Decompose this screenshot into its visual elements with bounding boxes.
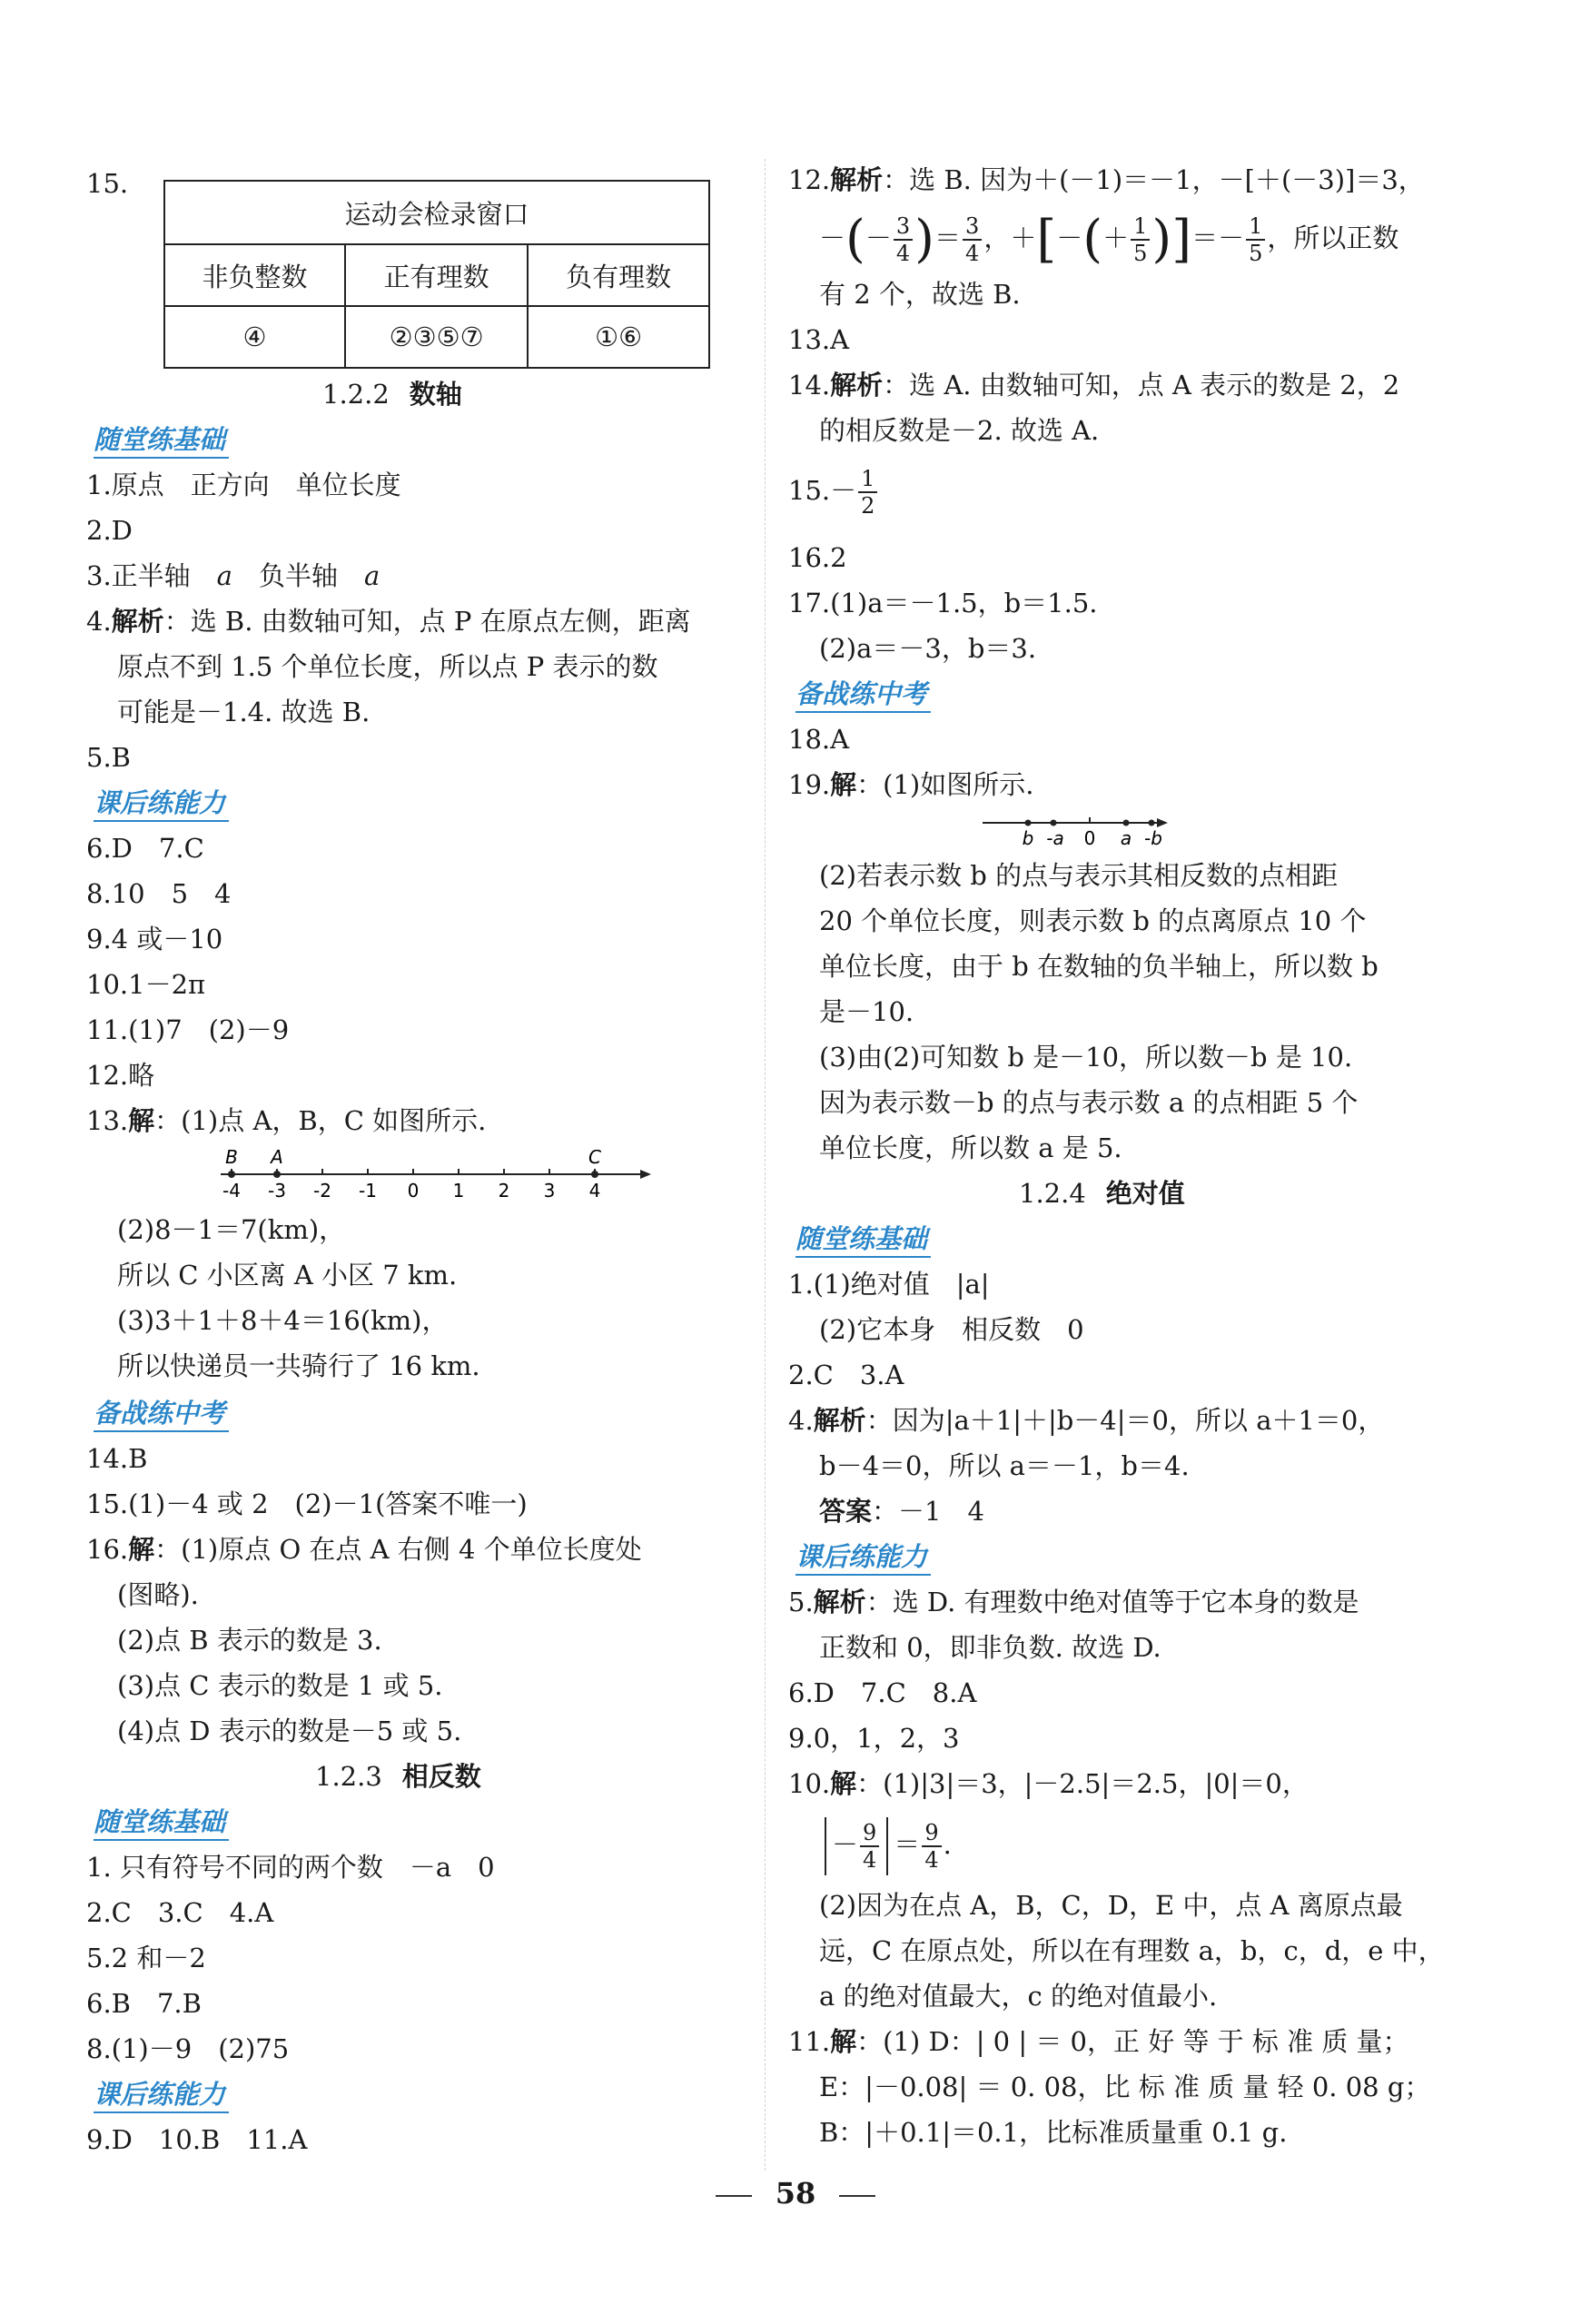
section-title-1-2-4 xyxy=(1019,1177,1185,1210)
table-title: 运动会检录窗口 xyxy=(164,181,709,244)
answer-line: 9.D 10.B 11.A xyxy=(86,2124,308,2155)
number-line-1 xyxy=(221,1150,657,1206)
answer-line xyxy=(86,1533,642,1566)
text: 3.正半轴 xyxy=(86,560,217,591)
answer-line: 5.B xyxy=(86,742,131,773)
answer-line: 8.10 5 4 xyxy=(86,878,232,909)
answer-line: (2)点 B 表示的数是 3. xyxy=(117,1625,382,1656)
text: ：选 D. 有理数中绝对值等于它本身的数是 xyxy=(865,1587,1359,1617)
tag: 解析 xyxy=(813,1405,866,1436)
tick-label: -2 xyxy=(313,1180,331,1202)
answer-line: 2.D xyxy=(86,515,133,546)
page-dash-left xyxy=(716,2195,752,2197)
var: a xyxy=(216,560,232,591)
answer-line: 远，C 在原点处，所以在有理数 a，b，c，d，e 中， xyxy=(819,1935,1445,1966)
num: 12. xyxy=(788,164,831,195)
text: ：选 B. 由数轴可知，点 P 在原点左侧，距离 xyxy=(163,606,691,637)
section-number: 1.2.3 xyxy=(315,1761,382,1792)
abs-bar xyxy=(825,1817,826,1875)
answer-line: 原点不到 1.5 个单位长度，所以点 P 表示的数 xyxy=(117,651,658,682)
heading-practice-exam: 备战练中考 xyxy=(796,677,931,713)
point-neg-a xyxy=(1051,820,1057,826)
fraction xyxy=(1246,213,1265,266)
fraction xyxy=(963,213,982,266)
denominator: 4 xyxy=(965,241,980,266)
answer-line xyxy=(819,1495,984,1528)
answer-line: 所以快递员一共骑行了 16 km. xyxy=(117,1350,480,1381)
tag: 解 xyxy=(830,1768,857,1799)
answer-line: (2)因为在点 A，B，C，D，E 中，点 A 离原点最 xyxy=(819,1890,1403,1921)
answer-line: 因为表示数－b 的点与表示数 a 的点相距 5 个 xyxy=(819,1087,1359,1118)
denominator: 4 xyxy=(895,241,911,266)
heading-practice-basic: 随堂练基础 xyxy=(94,423,229,459)
heading-practice-basic: 随堂练基础 xyxy=(94,1805,229,1841)
fraction xyxy=(894,213,913,266)
heading-practice-basic: 随堂练基础 xyxy=(796,1222,931,1258)
answer-line: 1. 只有符号不同的两个数 －a 0 xyxy=(86,1852,495,1883)
tick-label: 2 xyxy=(498,1180,510,1202)
text: ：(1)如图所示. xyxy=(856,769,1034,800)
tick-label: -3 xyxy=(268,1180,286,1202)
num: 14. xyxy=(788,370,831,401)
page-number-text: 58 xyxy=(775,2176,816,2210)
section-title-1-2-3 xyxy=(315,1760,481,1793)
heading-practice-ability: 课后练能力 xyxy=(94,2078,229,2113)
point-label: b xyxy=(1022,827,1034,849)
point-label: -a xyxy=(1046,827,1064,849)
denominator: 4 xyxy=(863,1847,877,1873)
numerator: 1 xyxy=(1246,213,1265,241)
q15-number: 15. xyxy=(86,168,129,199)
point-c xyxy=(591,1171,598,1178)
column-divider xyxy=(765,159,766,2171)
answer-line: 2.C 3.A xyxy=(788,1360,904,1390)
answer-line xyxy=(86,559,380,592)
num: 4. xyxy=(788,1405,814,1436)
tag: 解析 xyxy=(830,164,884,195)
tick-label: 4 xyxy=(588,1180,601,1202)
num: 5. xyxy=(788,1587,814,1617)
tick-label: 3 xyxy=(543,1180,556,1202)
text: ：因为|a＋1|＋|b－4|＝0，所以 a＋1＝0， xyxy=(865,1405,1385,1436)
point-label: -b xyxy=(1144,827,1162,849)
answer-line: 6.D 7.C 8.A xyxy=(788,1677,977,1708)
denominator: 5 xyxy=(1249,241,1263,266)
page-dash-right xyxy=(839,2195,875,2197)
text: ，所以正数 xyxy=(1267,223,1399,253)
numerator: 1 xyxy=(1131,213,1150,241)
tag: 解 xyxy=(128,1105,155,1136)
answer-line: (2)8－1＝7(km)， xyxy=(117,1214,346,1245)
answer-line: 11.(1)7 (2)－9 xyxy=(86,1014,290,1045)
section-name: 相反数 xyxy=(401,1761,481,1792)
var: a xyxy=(363,560,380,591)
answer-line xyxy=(788,369,1399,401)
text: ：－1 4 xyxy=(872,1496,984,1527)
answer-line: 是－10. xyxy=(819,996,914,1027)
answer-line: E：|－0.08| ＝ 0. 08，比 标 准 质 量 轻 0. 08 g； xyxy=(819,2072,1431,2102)
numerator: 3 xyxy=(963,213,982,241)
point-b xyxy=(228,1171,235,1178)
fraction xyxy=(858,466,877,519)
text: ：(1)原点 O 在点 A 右侧 4 个单位长度处 xyxy=(154,1534,642,1565)
fraction xyxy=(922,1820,941,1873)
answer-line: (2)a＝－3，b＝3. xyxy=(819,633,1037,664)
section-number: 1.2.4 xyxy=(1019,1178,1086,1209)
num: 16. xyxy=(86,1534,129,1565)
answer-line: 有 2 个，故选 B. xyxy=(819,279,1021,310)
answer-line xyxy=(788,2025,1409,2058)
table-cell: ④ xyxy=(164,306,345,368)
tag: 解 xyxy=(128,1534,155,1565)
tag: 答案 xyxy=(819,1496,873,1527)
answer-line: 所以 C 小区离 A 小区 7 km. xyxy=(117,1260,458,1291)
answer-line: 1.原点 正方向 单位长度 xyxy=(86,470,401,500)
answer-line xyxy=(788,163,1425,196)
answer-line: 12.略 xyxy=(86,1060,155,1091)
tick-label: 0 xyxy=(407,1180,420,1202)
answer-line: 14.B xyxy=(86,1443,148,1474)
checkin-table xyxy=(163,180,710,369)
numerator: 1 xyxy=(858,466,877,493)
axis-arrow xyxy=(640,1170,651,1179)
tag: 解 xyxy=(830,769,857,800)
answer-line: 16.2 xyxy=(788,542,847,573)
answer-line: (2)它本身 相反数 0 xyxy=(819,1314,1084,1345)
denominator: 4 xyxy=(924,1847,939,1873)
table-header: 负有理数 xyxy=(528,244,709,306)
answer-line: (3)3＋1＋8＋4＝16(km)， xyxy=(117,1305,449,1336)
num: 10. xyxy=(788,1768,831,1799)
text: 负半轴 xyxy=(232,560,364,591)
text: ：(1)|3|＝3，|－2.5|＝2.5，|0|＝0， xyxy=(856,1768,1309,1799)
section-number: 1.2.2 xyxy=(322,379,390,410)
answer-line: 单位长度，所以数 a 是 5. xyxy=(819,1132,1122,1163)
num: 11. xyxy=(788,2026,831,2057)
text: ：(1) D：| 0 | ＝ 0，正 好 等 于 标 准 质 量； xyxy=(856,2026,1409,2057)
tag: 解析 xyxy=(813,1587,866,1617)
point-label: a xyxy=(1120,827,1132,849)
text: ：选 B. 因为＋(－1)＝－1，－[＋(－3)]＝3， xyxy=(883,164,1425,195)
answer-line: 13.A xyxy=(788,324,850,355)
tick-label: -4 xyxy=(222,1180,241,1202)
tick-label: -1 xyxy=(359,1180,377,1202)
answer-line xyxy=(788,1586,1359,1618)
numerator: 9 xyxy=(860,1820,879,1847)
heading-practice-ability: 课后练能力 xyxy=(94,786,229,822)
num: 19. xyxy=(788,769,831,800)
section-name: 绝对值 xyxy=(1105,1178,1185,1209)
answer-line: a 的绝对值最大，c 的绝对值最小. xyxy=(819,1981,1218,2012)
table-header: 非负整数 xyxy=(164,244,345,306)
answer-line-abs-fraction: － $\frac{9}{4}$ ＝ $\frac{9}{4}$ . xyxy=(819,1813,952,1876)
table-cell: ②③⑤⑦ xyxy=(345,306,528,368)
table-header: 正有理数 xyxy=(345,244,528,306)
answer-line: 5.2 和－2 xyxy=(86,1943,206,1973)
answer-line: 9.4 或－10 xyxy=(86,924,223,954)
answer-line xyxy=(788,461,879,519)
point-neg-b xyxy=(1149,820,1155,826)
answer-line: 9.0，1，2，3 xyxy=(788,1723,960,1754)
table-cell: ①⑥ xyxy=(528,306,709,368)
answer-line: 的相反数是－2. 故选 A. xyxy=(819,415,1100,446)
answer-line: 18.A xyxy=(788,724,850,755)
fraction xyxy=(860,1820,879,1873)
answer-line: (3)由(2)可知数 b 是－10，所以数－b 是 10. xyxy=(819,1042,1353,1073)
answer-line: 15.(1)－4 或 2 (2)－1(答案不唯一) xyxy=(86,1488,528,1519)
numerator: 3 xyxy=(894,213,913,241)
answer-line: 17.(1)a＝－1.5，b＝1.5. xyxy=(788,588,1098,618)
answer-line: 单位长度，由于 b 在数轴的负半轴上，所以数 b xyxy=(819,951,1379,982)
tag: 解析 xyxy=(830,370,884,401)
answer-line: (4)点 D 表示的数是－5 或 5. xyxy=(117,1716,462,1746)
point-a xyxy=(273,1171,281,1178)
tag: 解 xyxy=(830,2026,857,2057)
answer-line xyxy=(788,1767,1309,1800)
answer-line: 1.(1)绝对值 |a| xyxy=(788,1269,990,1300)
answer-line: (3)点 C 表示的数是 1 或 5. xyxy=(117,1670,443,1701)
answer-line: B：|＋0.1|＝0.1，比标准质量重 0.1 g. xyxy=(819,2117,1288,2148)
answer-line xyxy=(86,1104,486,1137)
point-b xyxy=(1025,820,1032,826)
text: ：(1)点 A，B，C 如图所示. xyxy=(154,1105,487,1136)
point-a xyxy=(1123,820,1130,826)
point-label: 0 xyxy=(1083,827,1096,849)
answer-line-fractions: －(－ $\frac{3}{4}$ )＝ $\frac{3}{4}$ ，＋[－(＋ $\frac{1}{5}$ )]＝－ $\frac{1}{5}$ ，所以正数 xyxy=(819,210,1399,269)
answer-line: 正数和 0，即非负数. 故选 D. xyxy=(819,1632,1161,1663)
heading-practice-ability: 课后练能力 xyxy=(796,1540,931,1576)
answer-line xyxy=(788,1404,1384,1437)
text: 15.－ xyxy=(788,475,857,506)
answer-line xyxy=(788,768,1033,801)
tick-label: 1 xyxy=(452,1180,465,1202)
point-label: C xyxy=(588,1150,601,1168)
num: 4. xyxy=(86,606,112,637)
answer-line: 2.C 3.C 4.A xyxy=(86,1897,274,1928)
abs-bar xyxy=(886,1817,888,1875)
text: ：选 A. 由数轴可知，点 A 表示的数是 2，2 xyxy=(883,370,1400,401)
denominator: 2 xyxy=(861,493,875,519)
numerator: 9 xyxy=(922,1820,941,1847)
answer-line: 20 个单位长度，则表示数 b 的点离原点 10 个 xyxy=(819,905,1367,936)
answer-line: 10.1－2π xyxy=(86,969,206,1000)
answer-line: 可能是－1.4. 故选 B. xyxy=(117,697,371,727)
tag: 解析 xyxy=(111,606,164,637)
answer-line: b－4＝0，所以 a＝－1，b＝4. xyxy=(819,1450,1190,1481)
number-line-2 xyxy=(983,812,1173,852)
answer-line xyxy=(86,605,691,638)
section-name: 数轴 xyxy=(409,379,462,410)
point-label: A xyxy=(271,1150,283,1168)
num: 13. xyxy=(86,1105,129,1136)
point-label: B xyxy=(225,1150,238,1168)
fraction xyxy=(1131,213,1150,266)
answer-line: 8.(1)－9 (2)75 xyxy=(86,2033,290,2064)
denominator: 5 xyxy=(1133,241,1148,266)
heading-practice-exam: 备战练中考 xyxy=(94,1397,229,1432)
answer-line: (图略). xyxy=(117,1579,199,1610)
answer-line: (2)若表示数 b 的点与表示其相反数的点相距 xyxy=(819,860,1339,891)
answer-line: 6.B 7.B xyxy=(86,1988,202,2019)
answer-line: 6.D 7.C xyxy=(86,833,204,864)
section-title-1-2-2 xyxy=(322,378,462,410)
page-number xyxy=(0,2176,1591,2210)
axis-arrow xyxy=(1157,818,1168,827)
